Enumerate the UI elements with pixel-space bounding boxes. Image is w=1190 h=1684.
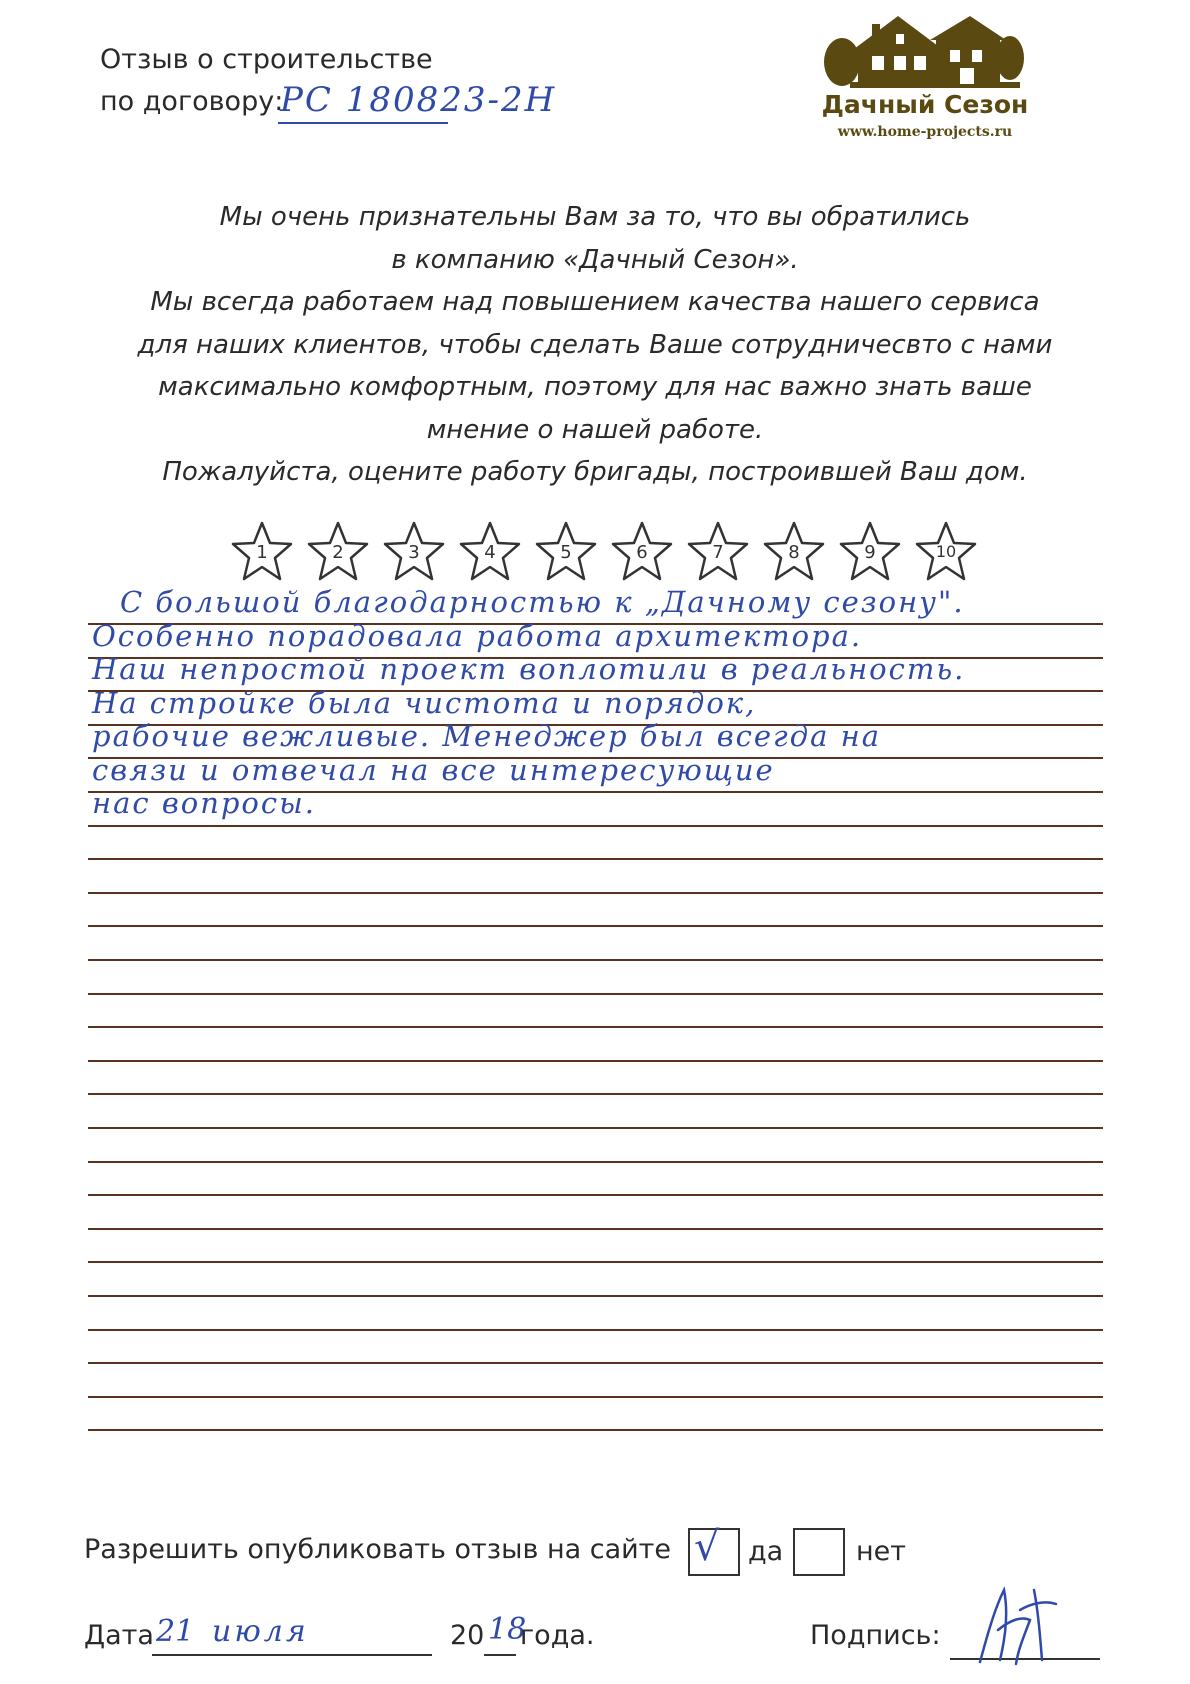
review-line: рабочие вежливые. Менеджер был всегда на [92, 719, 881, 753]
ruled-line [88, 892, 1103, 894]
star-number: 3 [408, 542, 420, 563]
contract-label: по договору: [100, 86, 284, 117]
rating-star-3[interactable] [382, 520, 446, 584]
check-mark-icon: √ [694, 1524, 720, 1570]
review-text[interactable] [92, 586, 1112, 821]
contract-underline [278, 122, 448, 124]
review-line: С большой благодарностью к „Дачному сезону". [120, 585, 965, 619]
rating-star-5[interactable] [534, 520, 598, 584]
review-line: связи и отвечал на все интересующие [92, 752, 775, 787]
star-number: 4 [484, 542, 496, 563]
ruled-line [88, 1093, 1103, 1095]
ruled-line [88, 1228, 1103, 1230]
ruled-line [88, 1362, 1103, 1364]
signature-label: Подпись: [810, 1620, 941, 1651]
ruled-line [88, 925, 1103, 927]
year-prefix: 20 [450, 1620, 485, 1651]
star-number: 10 [935, 542, 957, 561]
ruled-line [88, 1329, 1103, 1331]
ruled-line [88, 1194, 1103, 1196]
star-number: 1 [256, 542, 268, 563]
publish-label: Разрешить опубликовать отзыв на сайте [84, 1534, 671, 1565]
contract-number[interactable]: РС 180823-2Н [280, 80, 557, 120]
star-number: 5 [560, 542, 572, 563]
ruled-line [88, 959, 1103, 961]
publish-yes-label: да [748, 1536, 784, 1567]
ruled-line [88, 825, 1103, 827]
year-suffix[interactable]: 18 [488, 1612, 527, 1647]
publish-no-checkbox[interactable] [793, 1528, 845, 1576]
rating-star-1[interactable] [230, 520, 294, 584]
ruled-line [88, 858, 1103, 860]
company-name: Дачный Сезон [821, 90, 1029, 119]
rating-star-10[interactable] [914, 520, 978, 584]
ruled-line [88, 1261, 1103, 1263]
signature-scribble-icon [960, 1580, 1070, 1670]
date-label: Дата [84, 1620, 154, 1651]
ruled-line [88, 1429, 1103, 1431]
star-number: 9 [864, 542, 876, 563]
rating-star-8[interactable] [762, 520, 826, 584]
date-day[interactable]: 21 [156, 1614, 195, 1649]
publish-yes-checkbox[interactable] [688, 1524, 740, 1576]
ruled-line [88, 1060, 1103, 1062]
intro-line: максимально комфортным, поэтому для нас важно знать ваше [158, 372, 1032, 402]
form-title: Отзыв о строительстве [100, 44, 433, 75]
intro-line: мнение о нашей работе. [426, 414, 764, 445]
rating-star-9[interactable] [838, 520, 902, 584]
ruled-line [88, 1396, 1103, 1398]
intro-line: Мы всегда работаем над повышением качества нашего сервиса [150, 287, 1040, 317]
ruled-line [88, 1127, 1103, 1129]
intro-line: Пожалуйста, оцените работу бригады, построившей Ваш дом. [162, 457, 1028, 487]
review-line: нас вопросы. [92, 786, 316, 820]
company-logo [810, 10, 1040, 140]
year-word: года. [520, 1620, 595, 1651]
ruled-line [88, 1161, 1103, 1163]
rating-star-6[interactable] [610, 520, 674, 584]
rating-star-4[interactable] [458, 520, 522, 584]
date-underline [152, 1654, 432, 1656]
company-url: www.home-projects.ru [837, 124, 1013, 140]
rating-stars [230, 520, 1010, 590]
year-underline [484, 1654, 516, 1656]
intro-line: для наших клиентов, чтобы сделать Ваше сотрудничесвто с нами [137, 329, 1053, 360]
publish-no-label: нет [856, 1536, 906, 1567]
star-number: 2 [332, 542, 344, 563]
intro-line: Мы очень признательны Вам за то, что вы обратились [219, 202, 971, 232]
star-number: 7 [712, 542, 724, 563]
intro-text [110, 196, 1080, 494]
star-number: 6 [636, 542, 648, 563]
review-line: Особенно порадовала работа архитектора. [92, 618, 863, 653]
ruled-line [88, 1295, 1103, 1297]
ruled-line [88, 1026, 1103, 1028]
intro-line: в компанию «Дачный Сезон». [391, 244, 799, 275]
house-logo-icon [810, 10, 1040, 92]
rating-star-7[interactable] [686, 520, 750, 584]
review-line: Наш непростой проект воплотили в реальность. [92, 652, 966, 686]
star-number: 8 [788, 542, 800, 563]
date-month[interactable]: июля [212, 1614, 309, 1649]
ruled-line [88, 993, 1103, 995]
rating-star-2[interactable] [306, 520, 370, 584]
review-line: На стройке была чистота и порядок, [92, 685, 757, 720]
